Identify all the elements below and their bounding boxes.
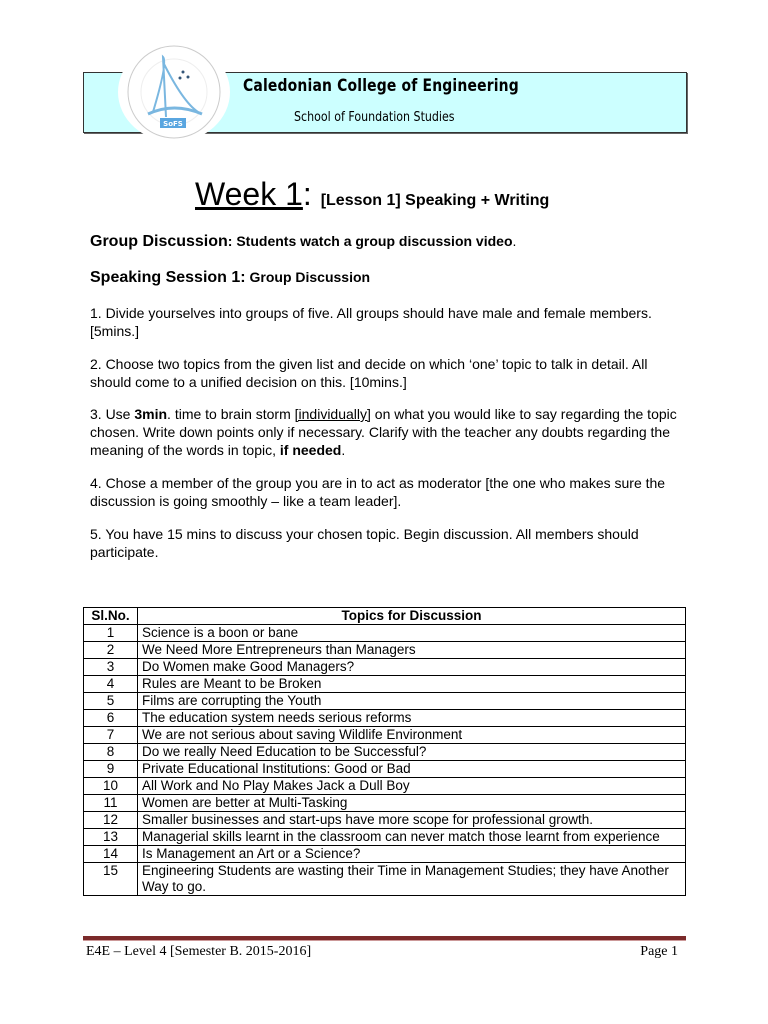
table-row	[84, 710, 686, 727]
row-topic: Engineering Students are wasting their Time in Management Studies; they have Another Way to go.	[138, 863, 686, 896]
row-number: 10	[84, 778, 138, 795]
row-number: 5	[84, 693, 138, 710]
row-topic: Managerial skills learnt in the classroom can never match those learnt from experience	[138, 829, 686, 846]
group-discussion-text: : Students watch a group discussion video	[227, 233, 513, 249]
row-number: 9	[84, 761, 138, 778]
topics-table	[83, 607, 686, 896]
step-3	[90, 405, 680, 459]
college-logo	[118, 42, 230, 142]
row-topic: The education system needs serious reforms	[138, 710, 686, 727]
table-row	[84, 778, 686, 795]
table-row	[84, 625, 686, 642]
row-topic: Private Educational Institutions: Good or Bad	[138, 761, 686, 778]
row-number: 13	[84, 829, 138, 846]
step-5: 5. You have 15 mins to discuss your chosen topic. Begin discussion. All members should participate.	[90, 526, 639, 560]
row-topic: We Need More Entrepreneurs than Managers	[138, 642, 686, 659]
row-number: 3	[84, 659, 138, 676]
row-topic: Women are better at Multi-Tasking	[138, 795, 686, 812]
step-1: 1. Divide yourselves into groups of five. All groups should have male and female members. [5mins.]	[90, 305, 652, 339]
group-discussion-heading: Group Discussion	[90, 233, 228, 250]
table-row	[84, 761, 686, 778]
table-row	[84, 659, 686, 676]
step-4: 4. Chose a member of the group you are in to act as moderator [the one who makes sure the discussion is going smoothly – like a team leader].	[90, 475, 666, 509]
svg-text:SoFS: SoFS	[163, 120, 183, 128]
row-number: 4	[84, 676, 138, 693]
table-row	[84, 693, 686, 710]
row-topic: All Work and No Play Makes Jack a Dull Boy	[138, 778, 686, 795]
table-row	[84, 642, 686, 659]
table-row	[84, 744, 686, 761]
row-number: 15	[84, 863, 138, 896]
table-row	[84, 812, 686, 829]
col-slno: Sl.No.	[84, 608, 138, 625]
row-topic: Smaller businesses and start-ups have more scope for professional growth.	[138, 812, 686, 829]
row-topic: Is Management an Art or a Science?	[138, 846, 686, 863]
row-number: 7	[84, 727, 138, 744]
row-number: 8	[84, 744, 138, 761]
col-topics: Topics for Discussion	[138, 608, 686, 625]
s3g: .	[341, 442, 346, 458]
table-header	[84, 608, 686, 625]
table-row	[84, 727, 686, 744]
title-colon: :	[302, 176, 312, 212]
week-label: Week 1	[195, 176, 303, 212]
footer-course: E4E – Level 4 [Semester B. 2015-2016]	[86, 944, 312, 959]
row-topic: Rules are Meant to be Broken	[138, 676, 686, 693]
footer-rule	[83, 936, 686, 941]
school-name: School of Foundation Studies	[294, 110, 455, 125]
table-row	[84, 676, 686, 693]
row-topic: Do we really Need Education to be Successful?	[138, 744, 686, 761]
row-number: 2	[84, 642, 138, 659]
college-name: Caledonian College of Engineering	[243, 76, 519, 96]
speaking-heading: Speaking Session 1:	[90, 269, 246, 286]
speaking-text: Group Discussion	[249, 269, 371, 285]
row-number: 11	[84, 795, 138, 812]
row-number: 6	[84, 710, 138, 727]
row-topic: Do Women make Good Managers?	[138, 659, 686, 676]
page-title	[195, 176, 549, 213]
row-number: 12	[84, 812, 138, 829]
speaking-session-line	[90, 268, 680, 287]
table-row	[84, 795, 686, 812]
s3a: 3. Use	[90, 406, 135, 422]
page-number: Page 1	[640, 944, 678, 959]
table-row	[84, 829, 686, 846]
table-row	[84, 863, 686, 896]
step-2: 2. Choose two topics from the given list and decide on which ‘one’ topic to talk in detail. All should come to a unified decision on this. [10mins.]	[90, 356, 648, 390]
period: .	[512, 233, 517, 249]
table-row	[84, 846, 686, 863]
row-topic: Films are corrupting the Youth	[138, 693, 686, 710]
row-topic: Science is a boon or bane	[138, 625, 686, 642]
s3b: 3min	[134, 406, 168, 422]
s3f: if needed	[279, 442, 342, 458]
row-topic: We are not serious about saving Wildlife Environment	[138, 727, 686, 744]
row-number: 1	[84, 625, 138, 642]
s3d: [individually]	[294, 406, 371, 422]
s3c: . time to brain storm	[167, 406, 295, 422]
s3e: on what you would like to say regarding the topic chosen. Write down points only if necessary. Clarify with the teacher any doubts regarding the meaning of the words in topic,	[90, 406, 677, 458]
group-discussion-line	[90, 232, 680, 251]
row-number: 14	[84, 846, 138, 863]
lesson-subtitle: [Lesson 1] Speaking + Writing	[320, 192, 550, 209]
